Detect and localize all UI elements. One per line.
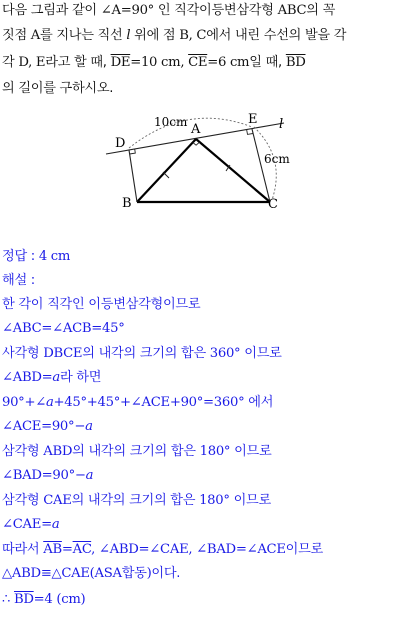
segment-bd: $\overline{BD}$ [285,55,306,70]
q-text: 각 [2,55,19,70]
segment-ab: $\overline{AB}$ [43,542,62,557]
tick-mark-ab [163,172,169,178]
s-text: 이므로 [240,346,282,361]
solution-line-9 [2,490,271,512]
solution-line-7 [2,441,271,463]
q-text: 의 꼭 [306,3,336,18]
q-text: 다음 그림과 같이 [2,3,101,18]
label-c: C [268,197,278,212]
q-text: 에서 내린 수선의 발을 각 [206,28,347,43]
q-math: =10 cm, [130,55,189,70]
s-text: 사각형 [2,346,44,361]
answer-label: 정답 : [2,249,39,264]
label-d: D [115,136,126,151]
q-text: 의 길이를 구하시오. [2,81,114,96]
s-text: 삼각형 [2,493,44,508]
solution-line-6 [2,416,93,438]
segment-ce: $\overline{CE}$ [188,55,208,70]
solution-line-1 [2,294,200,316]
question-line-4 [2,78,113,100]
s-text: 삼각형 [2,444,44,459]
s-math: ∠ABC=∠ACB=45° [2,321,125,336]
s-math: +45°+45°+∠ACE+90°=360° [53,395,245,410]
q-math: D, E [18,55,46,70]
q-text: 짓점 [2,28,31,43]
question-line-2 [2,25,346,47]
s-math: 180° [199,444,231,459]
s-math: ∠ACE=90°− [2,419,86,434]
s-math: a [85,468,94,483]
s-math: a [52,370,60,385]
explain-label [2,270,35,292]
s-math: = [61,542,73,557]
q-math: ∠A=90° [100,3,154,18]
q-math: l [126,28,131,43]
solution-line-5 [2,392,273,414]
q-text: 라고 할 때, [45,55,111,70]
q-text: 를 지나는 직선 [40,28,127,43]
label-6cm: 6cm [264,152,290,166]
s-math: a [85,419,93,434]
explain-label-text: 해설 : [2,273,35,288]
perpendicular-bd [129,150,137,202]
s-math: CAE [43,493,72,508]
question-line-3 [2,52,306,74]
s-text: 의 내각의 크기의 합은 [82,346,210,361]
solution-line-10 [2,514,59,536]
s-math: 90°+∠ [2,395,46,410]
label-l: l [279,117,284,132]
s-text: 라 하면 [59,370,102,385]
segment-de: $\overline{DE}$ [110,55,131,70]
s-text: 의 내각의 크기의 합은 [72,444,200,459]
s-math: a [51,517,60,532]
q-text: 위에 점 [130,28,180,43]
s-math: △ABD≡△CAE [2,566,90,581]
segment-ac: $\overline{AC}$ [72,542,92,557]
s-math: ∠ABD= [2,370,53,385]
s-math: 360° [209,346,241,361]
s-math: ∠CAE= [2,517,52,532]
q-math: =6 cm [207,55,250,70]
label-10cm: 10cm [154,115,188,129]
s-text: 이다. [151,566,181,581]
s-text: 이므로 [229,493,271,508]
solution-line-8 [2,465,93,487]
answer-line [2,246,70,268]
segment-bd-final: $\overline{BD}$ [13,592,34,607]
solution-line-3 [2,343,282,365]
triangle-figure [102,108,302,214]
s-text: 에서 [244,395,274,410]
s-text: 따라서 [2,542,44,557]
s-math: DBCE [43,346,83,361]
s-text: 의 내각의 크기의 합은 [71,493,200,508]
s-math: , ∠ABD=∠CAE, ∠BAD=∠ACE [91,542,286,557]
solution-line-12 [2,563,180,585]
solution-line-13 [2,589,85,611]
s-math: 180° [199,493,230,508]
question-line-1 [2,0,335,22]
side-ab [137,139,196,202]
s-math: ABD [43,444,73,459]
q-math: ABC [277,3,307,18]
solution-line-2 [2,318,125,340]
side-ac [196,139,270,202]
s-math: ∴ [2,592,14,607]
s-math: =4 (cm) [33,592,86,607]
q-math: A [30,28,41,43]
label-b: B [122,196,132,211]
label-a: A [191,122,201,137]
s-math: a [45,395,54,410]
s-math: (ASA합동) [89,566,152,581]
q-text: 일 때, [249,55,286,70]
s-math: ∠BAD=90°− [2,468,86,483]
s-text: 이므로 [285,542,323,557]
s-text: 한 각이 직각인 이등변삼각형이므로 [2,297,201,312]
solution-line-4 [2,367,101,389]
answer-value: 4 cm [38,249,71,264]
q-text: 인 직각이등변삼각형 [153,3,278,18]
label-e: E [248,112,258,127]
solution-line-11 [2,539,323,561]
s-text: 이므로 [230,444,272,459]
q-math: B, C [179,28,207,43]
